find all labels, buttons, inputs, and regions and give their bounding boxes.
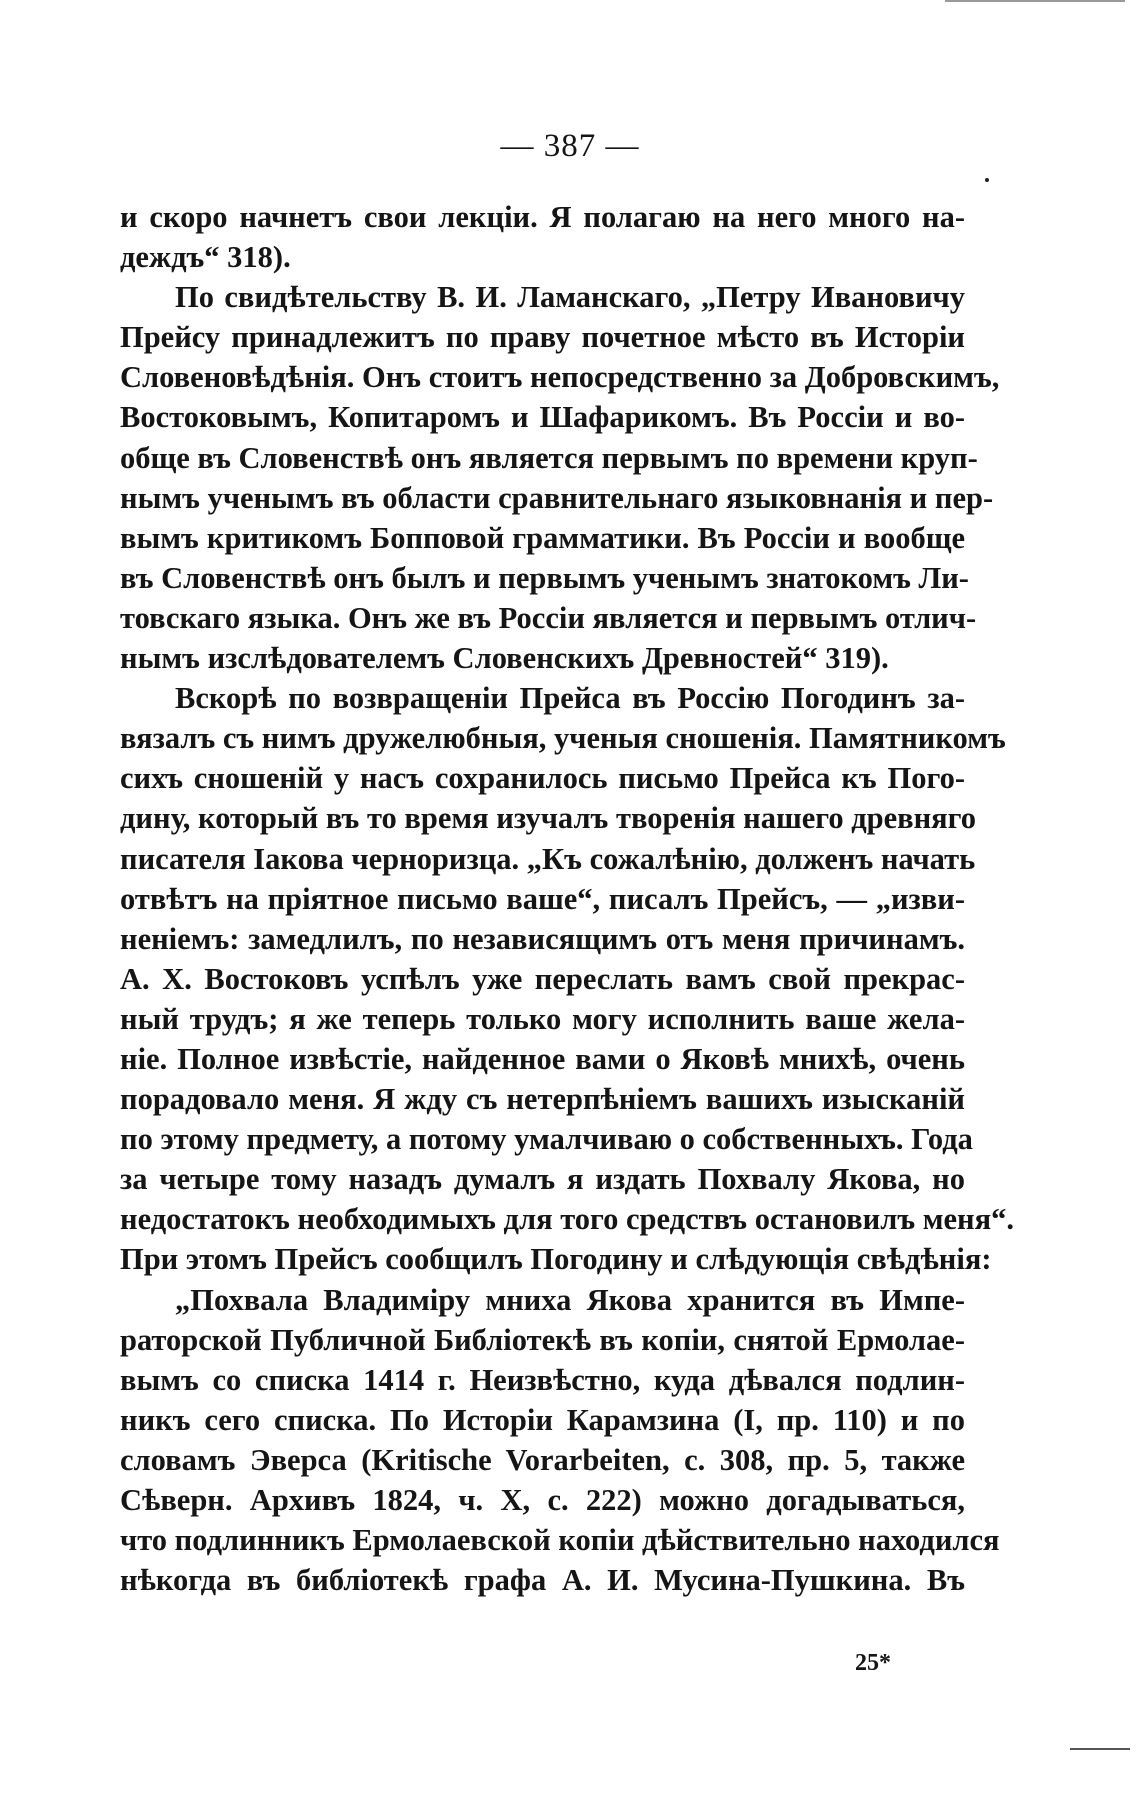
text-line: обще въ Словенствѣ онъ является первымъ по времени круп- — [120, 440, 978, 475]
scan-speck — [985, 178, 989, 182]
text-line: отвѣтъ на пріятное письмо ваше“, писалъ Прейсъ, — „изви- — [120, 881, 965, 916]
text-line: никъ сего списка. По Исторіи Карамзина (I, пр. 110) и по — [120, 1402, 965, 1437]
page-number: — 387 — — [500, 128, 640, 164]
body-text — [120, 197, 1014, 1600]
text-line: писателя Іакова черноризца. „Къ сожалѣнію, долженъ начать — [120, 841, 976, 876]
text-line: Востоковымъ, Копитаромъ и Шафарикомъ. Въ Россіи и во- — [120, 400, 965, 435]
text-line: вымъ критикомъ Бопповой грамматики. Въ Россіи и вообще — [120, 520, 965, 555]
text-line: товскаго языка. Онъ же въ Россіи является и первымъ отлич- — [120, 600, 977, 635]
text-line: что подлинникъ Ермолаевской копіи дѣйствительно находился — [120, 1523, 1000, 1558]
text-line: ный трудъ; я же теперь только могу исполнить ваше жела- — [120, 1001, 965, 1036]
text-line: порадовало меня. Я жду съ нетерпѣніемъ вашихъ изысканій — [120, 1082, 965, 1117]
text-line: въ Словенствѣ онъ былъ и первымъ ученымъ знатокомъ Ли- — [120, 560, 969, 595]
text-line: нымъ ученымъ въ области сравнительнаго языковнанія и пер- — [120, 480, 994, 515]
text-line: словамъ Эверса (Kritische Vorarbeiten, с. 308, пр. 5, также — [120, 1442, 965, 1477]
text-line: дину, который въ то время изучалъ творенія нашего древняго — [120, 801, 977, 836]
text-line: сихъ сношеній у насъ сохранилось письмо Прейса къ Пого- — [120, 761, 965, 796]
text-line: При этомъ Прейсъ сообщилъ Погодину и слѣдующія свѣдѣнія: — [120, 1242, 992, 1277]
text-line: вязалъ съ нимъ дружелюбныя, ученыя сношенія. Памятникомъ — [120, 721, 1006, 756]
text-line: ніе. Полное извѣстіе, найденное вами о Яковѣ мнихѣ, очень — [120, 1041, 965, 1076]
text-line: Вскорѣ по возвращеніи Прейса въ Россію Погодинъ за- — [175, 681, 965, 716]
text-line: по этому предмету, а потому умалчиваю о собственныхъ. Года — [120, 1122, 973, 1157]
text-line: Словеновѣдѣнія. Онъ стоитъ непосредственно за Добровскимъ, — [120, 360, 1000, 395]
text-line: Прейсу принадлежитъ по праву почетное мѣсто въ Исторіи — [120, 320, 965, 355]
text-line: раторской Публичной Библіотекѣ въ копіи, снятой Ермолае- — [120, 1322, 965, 1357]
text-line: за четыре тому назадъ думалъ я издать Похвалу Якова, но — [120, 1162, 965, 1197]
bottom-edge-rule — [1070, 1748, 1130, 1750]
text-line: нымъ изслѣдователемъ Словенскихъ Древностей“ 319). — [120, 641, 889, 676]
top-edge-rule — [945, 0, 1125, 2]
text-line: и скоро начнетъ свои лекціи. Я полагаю на него много на- — [120, 200, 965, 234]
text-line: Сѣверн. Архивъ 1824, ч. X, с. 222) можно догадываться, — [120, 1483, 965, 1517]
text-line: По свидѣтельству В. И. Ламанскаго, „Петру Ивановичу — [175, 280, 965, 315]
printer-signature-mark: 25* — [855, 1650, 891, 1676]
text-line: недостатокъ необходимыхъ для того средствъ остановилъ меня“. — [120, 1202, 1014, 1237]
text-line: нѣкогда въ библіотекѣ графа А. И. Мусина-Пушкина. Въ — [120, 1563, 965, 1598]
text-line: неніемъ: замедлилъ, по независящимъ отъ меня причинамъ. — [120, 921, 965, 956]
text-line: вымъ со списка 1414 г. Неизвѣстно, куда дѣвался подлин- — [120, 1362, 965, 1397]
text-line: „Похвала Владиміру мниха Якова хранится въ Импе- — [175, 1282, 965, 1317]
text-line: А. Х. Востоковъ успѣлъ уже переслать вамъ свой прекрас- — [120, 961, 965, 996]
text-line: деждъ“ 318). — [120, 240, 291, 275]
